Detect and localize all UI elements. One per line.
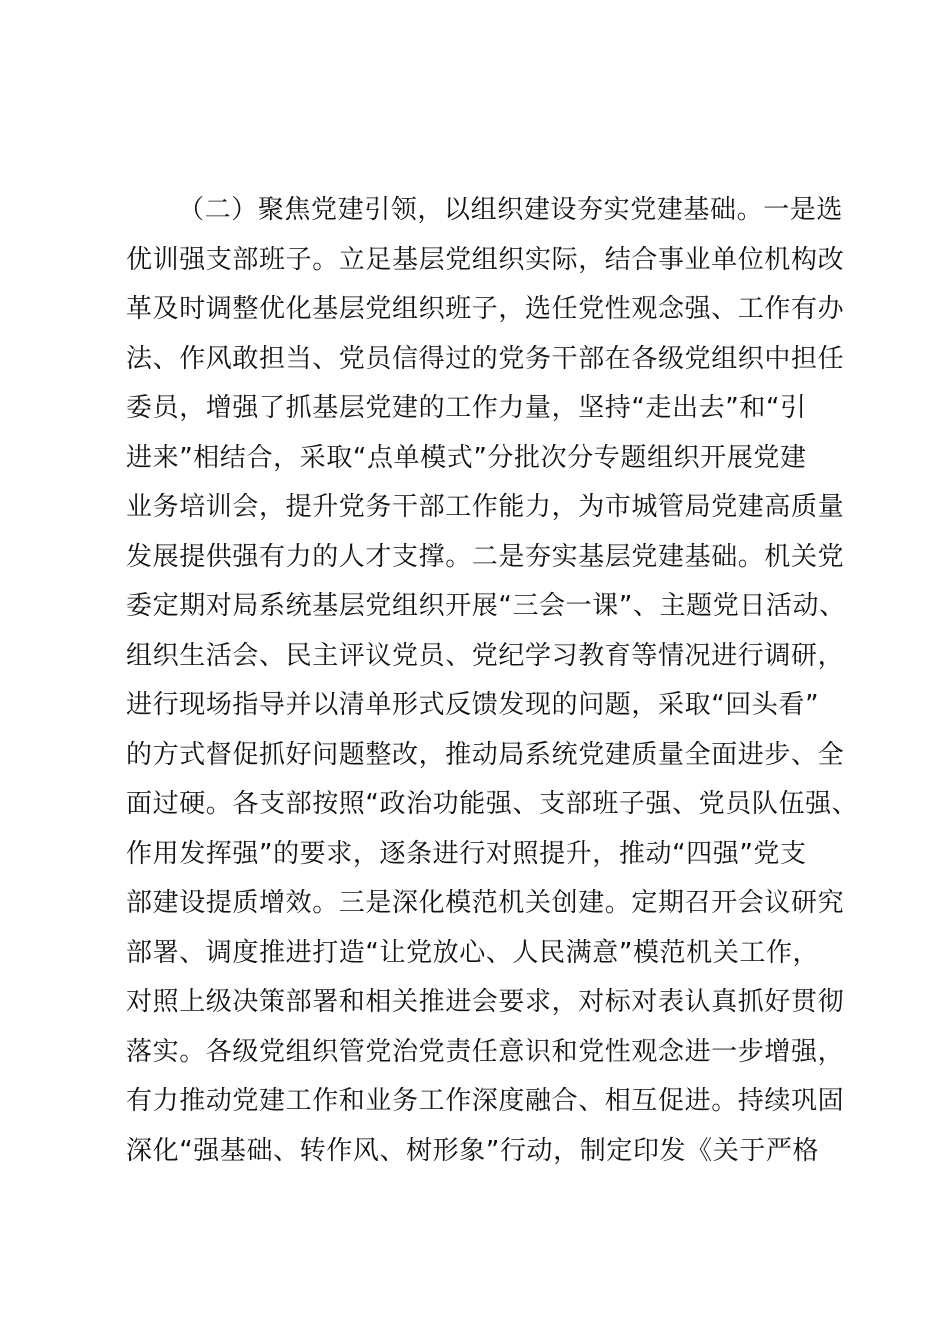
paragraph-line: 委员，增强了抓基层党建的工作力量，坚持“走出去”和“引: [126, 393, 807, 423]
paragraph-line: 深化“强基础、转作风、树形象”行动，制定印发《关于严格: [126, 1135, 820, 1166]
paragraph-line: 业务培训会，提升党务干部工作能力，为市城管局党建高质量: [126, 492, 845, 522]
paragraph-line: 的方式督促抓好问题整改，推动局系统党建质量全面进步、全: [126, 739, 845, 770]
paragraph-line: 对照上级决策部署和相关推进会要求，对标对表认真抓好贯彻: [126, 987, 845, 1017]
paragraph-line: 委定期对局系统基层党组织开展“三会一课”、主题党日活动、: [126, 591, 846, 621]
paragraph-line: 有力推动党建工作和业务工作深度融合、相互促进。持续巩固: [126, 1086, 845, 1116]
document-body: [126, 186, 859, 1176]
paragraph-line: 进来”相结合，采取“点单模式”分批次分专题组织开展党建: [126, 442, 807, 473]
paragraph-line: 落实。各级党组织管党治党责任意识和党性观念进一步增强，: [126, 1036, 845, 1067]
paragraph-line: 优训强支部班子。立足基层党组织实际，结合事业单位机构改: [126, 244, 845, 275]
paragraph-line: 革及时调整优化基层党组织班子，选任党性观念强、工作有办: [126, 294, 845, 324]
paragraph-line: 部署、调度推进打造“让党放心、人民满意”模范机关工作，: [126, 937, 820, 968]
paragraph-line: 作用发挥强”的要求，逐条进行对照提升，推动“四强”党支: [126, 838, 807, 869]
paragraph-line: 面过硬。各支部按照“政治功能强、支部班子强、党员队伍强、: [126, 789, 859, 819]
paragraph-line: 组织生活会、民主评议党员、党纪学习教育等情况进行调研，: [126, 640, 845, 671]
paragraph-line: 发展提供强有力的人才支撑。二是夯实基层党建基础。机关党: [126, 541, 845, 572]
paragraph-line: 进行现场指导并以清单形式反馈发现的问题，采取“回头看”: [126, 690, 820, 720]
paragraph-line: 法、作风敢担当、党员信得过的党务干部在各级党组织中担任: [126, 343, 845, 374]
paragraph-line: （二）聚焦党建引领，以组织建设夯实党建基础。一是选: [178, 195, 844, 225]
paragraph-line: 部建设提质增效。三是深化模范机关创建。定期召开会议研究: [126, 888, 845, 918]
